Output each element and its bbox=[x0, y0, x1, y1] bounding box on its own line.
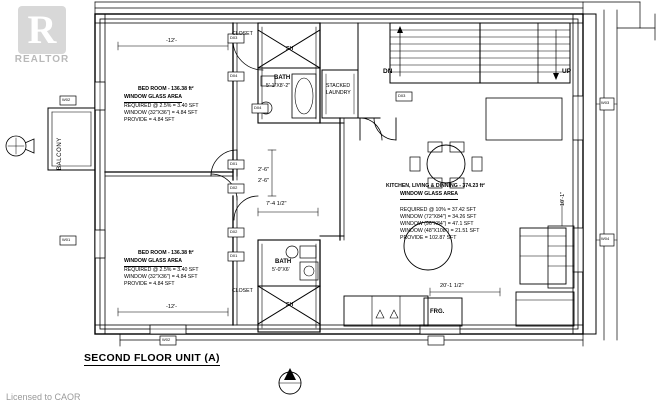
balcony-label: BALCONY bbox=[57, 137, 63, 170]
kitchen-win3: WINDOW (48"X108") = 21.51 SFT bbox=[400, 228, 480, 234]
sh-top-label: SH bbox=[286, 46, 294, 52]
dim-bottom-left: -12'- bbox=[166, 304, 178, 310]
sh-bottom-label: SH bbox=[286, 302, 294, 308]
door-tag-d01-b: D01 bbox=[230, 253, 238, 258]
door-tag-d01: D01 bbox=[230, 161, 238, 166]
window-tag-w03: W03 bbox=[601, 100, 610, 105]
dim-bath-width: 7'-4 1/2" bbox=[266, 201, 287, 207]
realtor-logo bbox=[4, 4, 78, 78]
laundry-label: LAUNDRY bbox=[326, 90, 351, 96]
kitchen-prov: PROVIDE = 102.87 SFT bbox=[400, 235, 457, 241]
bath-bottom-label: BATH bbox=[275, 259, 292, 265]
door-tag-d04-top: D04 bbox=[230, 73, 238, 78]
bedroom-bottom-subheading: WINDOW GLASS AREA bbox=[124, 258, 182, 267]
dim-door-small2: 2'-6" bbox=[258, 178, 270, 184]
license-notice: Licensed to CAOR bbox=[6, 392, 81, 402]
window-tag-w02: W02 bbox=[62, 97, 71, 102]
dim-top-left: -12'- bbox=[166, 38, 178, 44]
dim-right-edge: 10'-1" bbox=[560, 191, 566, 206]
bedroom-bottom-req: REQUIRED @ 2.5% = 3.40 SFT bbox=[124, 267, 199, 273]
bedroom-top-heading: BED ROOM - 136.38 ft² bbox=[138, 86, 194, 92]
stacked-label: STACKED bbox=[326, 83, 351, 89]
closet-top-label: CLOSET bbox=[232, 31, 253, 37]
bedroom-bottom-win: WINDOW (32"X36") = 4.84 SFT bbox=[124, 274, 198, 280]
kitchen-req: REQUIRED @ 10% = 37.42 SFT bbox=[400, 207, 477, 213]
door-tag-d03-top: D03 bbox=[230, 35, 238, 40]
frg-label: FRG. bbox=[430, 309, 445, 315]
door-tag-d02-b: D02 bbox=[230, 229, 238, 234]
bedroom-top-win: WINDOW (32"X36") = 4.84 SFT bbox=[124, 110, 198, 116]
dim-door-small: 2'-6" bbox=[258, 167, 270, 173]
door-tag-d02: D02 bbox=[230, 185, 238, 190]
window-tag-w04: W04 bbox=[601, 236, 610, 241]
bedroom-top-prov: PROVIDE = 4.84 SFT bbox=[124, 117, 175, 123]
closet-bottom-label: CLOSET bbox=[232, 288, 253, 294]
bedroom-top-req: REQUIRED @ 2.5% = 3.40 SFT bbox=[124, 103, 199, 109]
bedroom-bottom-prov: PROVIDE = 4.84 SFT bbox=[124, 281, 175, 287]
dim-kitchen-run: 20'-1 1/2" bbox=[440, 283, 464, 289]
bedroom-top-subheading: WINDOW GLASS AREA bbox=[124, 94, 182, 103]
bath-bottom-size: 5'-0"X6' bbox=[272, 267, 290, 273]
plan-title: SECOND FLOOR UNIT (A) bbox=[84, 352, 220, 364]
dn-label: DN bbox=[383, 68, 393, 75]
bedroom-bottom-heading: BED ROOM - 136.38 ft² bbox=[138, 250, 194, 256]
kitchen-subheading: WINDOW GLASS AREA bbox=[400, 191, 458, 200]
kitchen-heading: KITCHEN, LIVING & DINNING - 374.23 ft² bbox=[386, 183, 485, 189]
up-label: UP bbox=[562, 68, 572, 75]
door-tag-d04: D04 bbox=[254, 105, 262, 110]
bath-top-size: 5'-1"X8'-2" bbox=[266, 83, 291, 89]
kitchen-win2: WINDOW (96"X84") = 47.1 SFT bbox=[400, 221, 474, 227]
logo-word: REALTOR bbox=[14, 54, 70, 65]
window-tag-w02-b: W02 bbox=[162, 337, 171, 342]
kitchen-win1: WINDOW (72"X84") = 34.26 SFT bbox=[400, 214, 477, 220]
logo-letter: R bbox=[27, 7, 57, 52]
door-tag-d03: D03 bbox=[398, 93, 406, 98]
bath-top-label: BATH bbox=[274, 75, 291, 81]
window-tag-w01: W01 bbox=[62, 237, 71, 242]
